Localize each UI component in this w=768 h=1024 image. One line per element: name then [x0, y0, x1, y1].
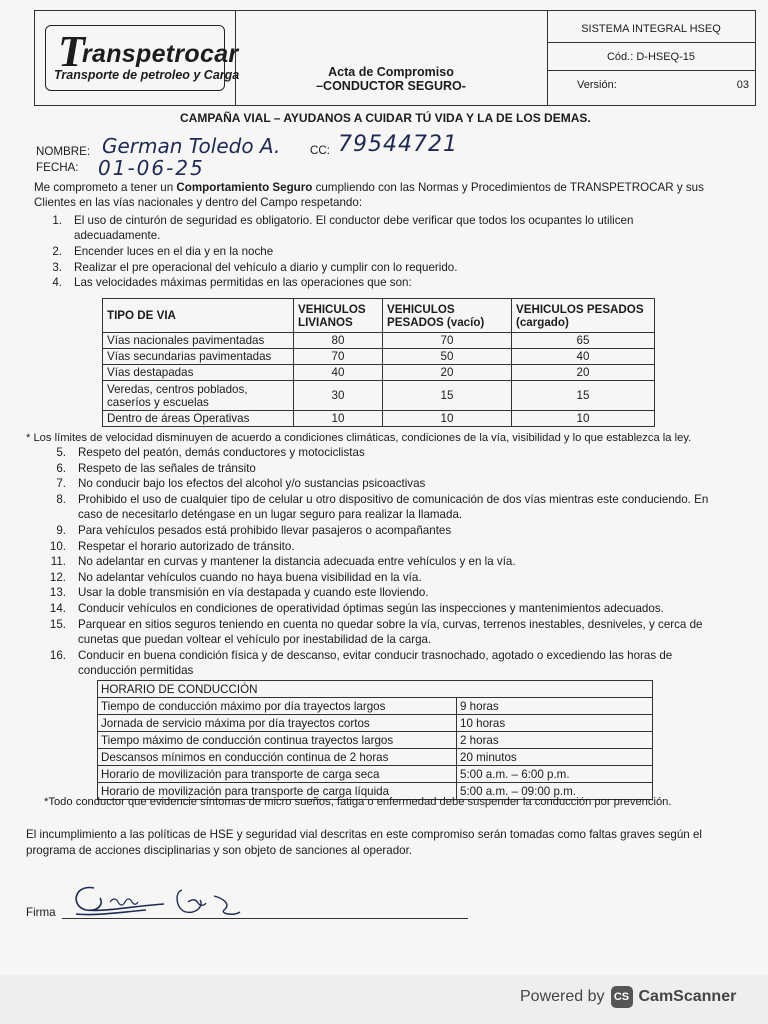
schedule-row [98, 749, 653, 766]
document-header [34, 10, 756, 106]
intro-line-2: Clientes en las vías nacionales y dentro del Campo respetando: [34, 196, 363, 209]
name-label: NOMBRE: [36, 145, 91, 158]
system-row [547, 11, 755, 43]
speed-value-cell: 10 [294, 411, 383, 427]
speed-table-row [103, 365, 655, 381]
item-text: Prohibido el uso de cualquier tipo de celular u otro dispositivo de comunicación de dos vías mientras este conduciendo. En [78, 492, 709, 506]
speed-value-cell: 10 [512, 411, 655, 427]
schedule-item: Tiempo de conducción máximo por día trayectos largos [98, 698, 457, 715]
item-text: No adelantar vehículos cuando no haya buena visibilidad en la vía. [78, 570, 422, 584]
intro-line-1 [34, 181, 704, 194]
header-heavy-loaded: VEHICULOS PESADOS (cargado) [512, 299, 655, 333]
item-text: Para vehículos pesados está prohibido llevar pasajeros o acompañantes [78, 524, 452, 537]
closing-line-1: El incumplimiento a las políticas de HSE y seguridad vial descritas en este compromiso serán tomadas como faltas graves según el [26, 828, 702, 841]
item-text: Encender luces en el dia y en la noche [74, 245, 274, 259]
item-number: 10. [49, 539, 66, 553]
version-label: Versión: [577, 79, 617, 91]
campaign-heading: CAMPAÑA VIAL – AYUDANOS A CUIDAR TÚ VIDA Y LA DE LOS DEMAS. [180, 111, 591, 125]
item-number: 6. [56, 461, 66, 475]
date-value: 01-06-25 [98, 156, 205, 180]
item-number: 5. [56, 446, 66, 459]
schedule-item: Horario de movilización para transporte de carga líquida [98, 783, 457, 800]
speed-value-cell: 10 [383, 411, 512, 427]
logo-initial: T [58, 27, 85, 76]
speed-table-header [103, 299, 655, 333]
handwritten-signature [64, 876, 244, 924]
logo-cell [35, 11, 240, 105]
speed-value-cell: 15 [512, 381, 655, 411]
item-number: 16. [49, 648, 66, 662]
schedule-value: 9 horas [457, 698, 653, 715]
speed-value-cell: 65 [512, 333, 655, 349]
schedule-value: 5:00 a.m. – 6:00 p.m. [457, 766, 653, 783]
speed-value-cell: 70 [383, 333, 512, 349]
company-logo [45, 25, 240, 91]
item-text: No adelantar en curvas y mantener la distancia adecuada entre vehículos y en la vía. [78, 555, 516, 569]
intro-text-b: cumpliendo con las Normas y Procedimientos de TRANSPETROCAR y sus [312, 181, 704, 194]
fatigue-note: *Todo conductor que evidencie síntomas de micro sueños, fatiga o enfermedad debe suspender la conducción por prevención. [44, 796, 672, 808]
schedule-item: Tiempo máximo de conducción continua trayectos largos [98, 732, 457, 749]
item-number: 1. [52, 214, 62, 227]
signature-label: Firma [26, 906, 56, 919]
camscanner-logo-icon: CS [611, 986, 633, 1008]
camscanner-brand: CamScanner [638, 988, 737, 1005]
item-text: Conducir vehículos en condiciones de operatividad óptimas según las inspecciones y mantenimientos adecuados. [78, 602, 664, 615]
schedule-value: 5:00 a.m. – 09:00 p.m. [457, 783, 653, 800]
speed-table-body [103, 333, 655, 427]
date-label: FECHA: [36, 161, 79, 174]
cc-label: CC: [310, 144, 330, 157]
item-number: 3. [52, 260, 62, 274]
speed-value-cell: 80 [294, 333, 383, 349]
item-number: 14. [49, 602, 66, 615]
item-text: caso de necesitarlo deténgase en un lugar seguro para realizar la llamada. [78, 507, 463, 521]
document-code: Cód.: D-HSEQ-15 [606, 51, 696, 63]
title-cell [235, 11, 548, 105]
driving-schedule-table [97, 680, 653, 800]
item-text: cunetas que puedan voltear el vehículo por inestabilidad de la carga. [78, 632, 432, 646]
item-number: 9. [56, 524, 66, 537]
speed-value-cell: 40 [294, 365, 383, 381]
schedule-item: Horario de movilización para transporte de carga seca [98, 766, 457, 783]
road-type-cell: Veredas, centros poblados, caseríos y escuelas [103, 381, 294, 411]
item-text: Respeto del peatón, demás conductores y motociclistas [78, 446, 365, 459]
item-number: 8. [56, 492, 66, 506]
closing-line-2: programa de acciones disciplinarias y son objeto de sanciones al operador. [26, 844, 413, 857]
speed-value-cell: 20 [512, 365, 655, 381]
schedule-title: HORARIO DE CONDUCCIÓN [98, 681, 653, 698]
header-heavy-empty: VEHICULOS PESADOS (vacío) [383, 299, 512, 333]
schedule-row [98, 766, 653, 783]
name-value: German Toledo A. [102, 134, 281, 158]
item-number: 4. [52, 276, 62, 290]
document-subtitle: –CONDUCTOR SEGURO- [316, 79, 466, 93]
speed-value-cell: 15 [383, 381, 512, 411]
item-text: adecuadamente. [74, 229, 161, 242]
system-name: SISTEMA INTEGRAL HSEQ [581, 23, 721, 35]
schedule-row [98, 715, 653, 732]
speed-table-row [103, 381, 655, 411]
speed-value-cell: 40 [512, 349, 655, 365]
schedule-value: 2 horas [457, 732, 653, 749]
item-text: Respetar el horario autorizado de tránsito. [78, 539, 295, 553]
powered-by-text: Powered by [520, 988, 605, 1005]
intro-text-a: Me comprometo a tener un [34, 181, 177, 194]
item-text: Conducir en buena condición física y de descanso, evitar conducir trasnochado, agotado o excediendo las horas de [78, 648, 673, 662]
speed-value-cell: 50 [383, 349, 512, 365]
item-number: 7. [56, 477, 66, 491]
item-text: El uso de cinturón de seguridad es obligatorio. El conductor debe verificar que todos los ocupantes lo utilicen [74, 214, 634, 227]
item-text: Respeto de las señales de tránsito [78, 461, 256, 475]
cc-value: 79544721 [338, 132, 458, 157]
logo-subtitle: Transporte de petroleo y Carga [54, 68, 240, 82]
schedule-title-row [98, 681, 653, 698]
schedule-row [98, 732, 653, 749]
version-value: 03 [736, 79, 749, 91]
item-number: 12. [49, 570, 66, 584]
meta-cell [547, 11, 755, 105]
item-text: Parquear en sitios seguros teniendo en cuenta no quedar sobre la vía, curvas, terrenos inestables, desniveles, y cerca de [78, 617, 703, 631]
schedule-item: Descansos mínimos en conducción continua de 2 horas [98, 749, 457, 766]
speed-value-cell: 30 [294, 381, 383, 411]
item-text: Las velocidades máximas permitidas en las operaciones que son: [74, 276, 412, 290]
intro-text-bold: Comportamiento Seguro [176, 181, 313, 194]
speed-value-cell: 20 [383, 365, 512, 381]
item-text: Usar la doble transmisión en vía destapada y cuando este lloviendo. [78, 586, 429, 600]
item-text: Realizar el pre operacional del vehículo a diario y cumplir con lo requerido. [74, 260, 458, 274]
item-number: 15. [49, 617, 66, 631]
item-number: 11. [50, 555, 66, 569]
item-text: conducción permitidas [78, 663, 194, 677]
item-text: No conducir bajo los efectos del alcohol y/o sustancias psicoactivas [78, 477, 426, 491]
road-type-cell: Vías nacionales pavimentadas [103, 333, 294, 349]
speed-table-row [103, 411, 655, 427]
camscanner-watermark [520, 986, 736, 1008]
schedule-body [98, 698, 653, 800]
speed-value-cell: 70 [294, 349, 383, 365]
schedule-row [98, 698, 653, 715]
logo-name: ranspetrocar [82, 40, 239, 68]
code-row [547, 42, 755, 71]
road-type-cell: Vías secundarias pavimentadas [103, 349, 294, 365]
item-number: 13. [49, 586, 66, 600]
schedule-item: Jornada de servicio máxima por día trayectos cortos [98, 715, 457, 732]
road-type-cell: Dentro de áreas Operativas [103, 411, 294, 427]
version-row [547, 70, 755, 105]
document-title: Acta de Compromiso [328, 65, 454, 79]
speed-limits-table [102, 298, 655, 427]
speed-table-row [103, 349, 655, 365]
schedule-value: 20 minutos [457, 749, 653, 766]
item-number: 2. [52, 245, 62, 259]
speed-note: * Los límites de velocidad disminuyen de acuerdo a condiciones climáticas, condiciones de la vía, visibilidad y lo que establezca la ley. [26, 432, 692, 444]
speed-table-row [103, 333, 655, 349]
header-road-type: TIPO DE VIA [103, 299, 294, 333]
road-type-cell: Vías destapadas [103, 365, 294, 381]
header-light-vehicles: VEHICULOS LIVIANOS [294, 299, 383, 333]
schedule-value: 10 horas [457, 715, 653, 732]
